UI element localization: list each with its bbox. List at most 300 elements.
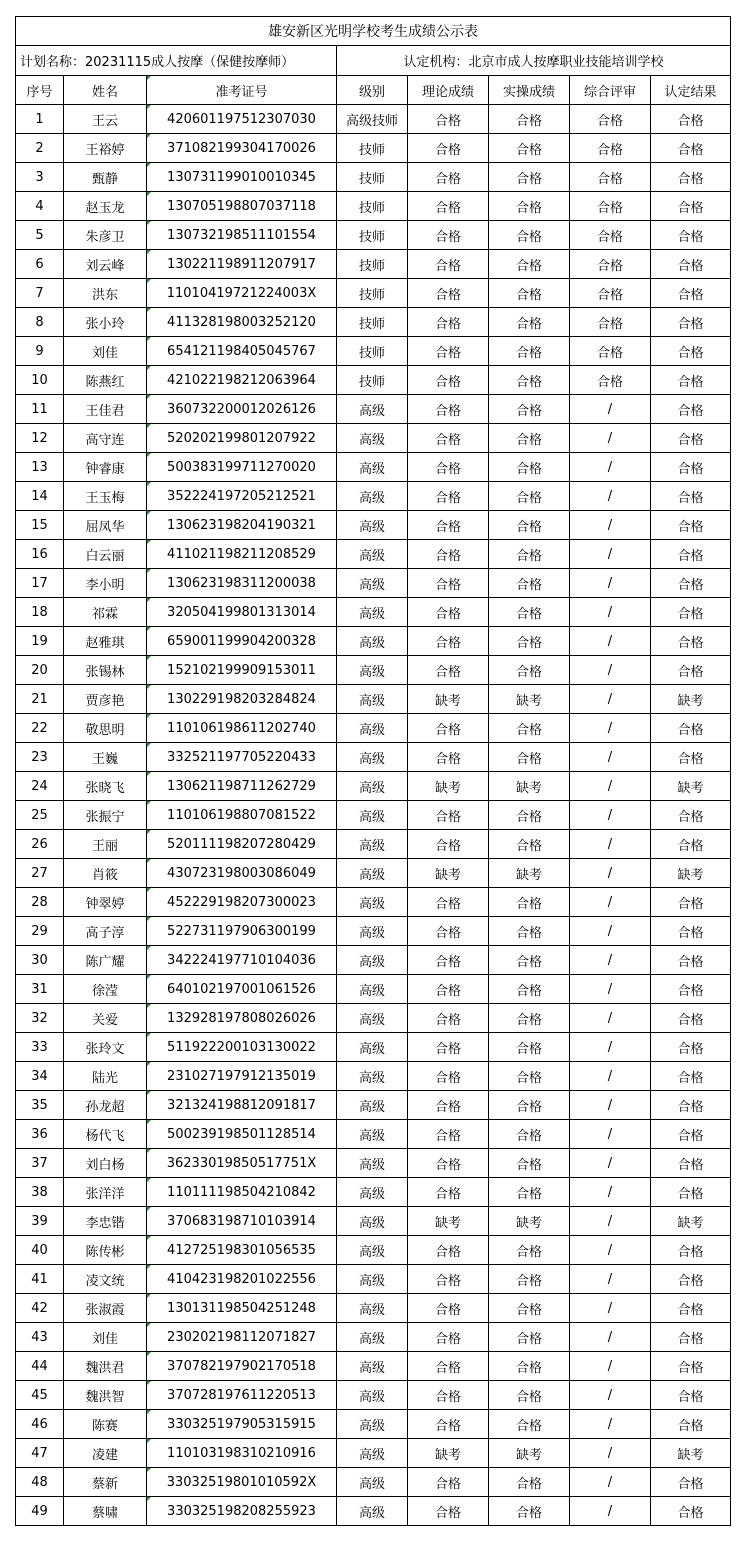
table-title: 雄安新区光明学校考生成绩公示表 (16, 17, 731, 46)
table-row (16, 1178, 731, 1207)
cell-level: 高级 (337, 946, 408, 975)
cell-review: 合格 (570, 221, 651, 250)
table-row (16, 830, 731, 859)
cell-result: 合格 (651, 192, 731, 221)
cell-name: 敬思明 (64, 714, 147, 743)
table-row (16, 1323, 731, 1352)
cell-practical: 合格 (489, 134, 570, 163)
cell-review: / (570, 685, 651, 714)
cell-name: 屈凤华 (64, 511, 147, 540)
cell-theory: 合格 (408, 1352, 489, 1381)
cell-level: 高级 (337, 888, 408, 917)
cell-level: 技师 (337, 308, 408, 337)
cell-practical: 合格 (489, 830, 570, 859)
cell-name: 李忠锴 (64, 1207, 147, 1236)
cell-theory: 缺考 (408, 1207, 489, 1236)
cell-result: 合格 (651, 830, 731, 859)
cell-review: / (570, 482, 651, 511)
cell-theory: 缺考 (408, 772, 489, 801)
cell-level: 高级 (337, 424, 408, 453)
cell-level: 技师 (337, 163, 408, 192)
cell-name: 王云 (64, 105, 147, 134)
cell-review: 合格 (570, 163, 651, 192)
cell-practical: 合格 (489, 1265, 570, 1294)
cell-level: 技师 (337, 192, 408, 221)
cell-index: 40 (16, 1236, 64, 1265)
cell-name: 刘佳 (64, 1323, 147, 1352)
cell-name: 朱彦卫 (64, 221, 147, 250)
cell-practical: 合格 (489, 482, 570, 511)
cell-name: 王裕婷 (64, 134, 147, 163)
cell-theory: 合格 (408, 946, 489, 975)
cell-review: / (570, 975, 651, 1004)
cell-result: 合格 (651, 1265, 731, 1294)
header-theory: 理论成绩 (408, 76, 489, 105)
cell-practical: 合格 (489, 1033, 570, 1062)
cell-index: 3 (16, 163, 64, 192)
header-level: 级别 (337, 76, 408, 105)
cell-result: 合格 (651, 337, 731, 366)
cell-theory: 合格 (408, 1410, 489, 1439)
cell-practical: 合格 (489, 888, 570, 917)
cell-exam-id: 411328198003252120 (147, 308, 337, 337)
cell-name: 孙龙超 (64, 1091, 147, 1120)
cell-level: 高级 (337, 511, 408, 540)
cell-index: 7 (16, 279, 64, 308)
cell-review: / (570, 1497, 651, 1526)
cell-practical: 缺考 (489, 1439, 570, 1468)
cell-theory: 合格 (408, 395, 489, 424)
cell-practical: 合格 (489, 1004, 570, 1033)
cell-result: 合格 (651, 1468, 731, 1497)
cell-review: / (570, 1091, 651, 1120)
cell-name: 赵雅琪 (64, 627, 147, 656)
table-row (16, 482, 731, 511)
cell-name: 魏洪智 (64, 1381, 147, 1410)
cell-review: / (570, 1207, 651, 1236)
table-row (16, 569, 731, 598)
cell-theory: 合格 (408, 1091, 489, 1120)
cell-level: 高级 (337, 772, 408, 801)
cell-exam-id: 371082199304170026 (147, 134, 337, 163)
cell-theory: 缺考 (408, 685, 489, 714)
cell-name: 甄静 (64, 163, 147, 192)
cell-practical: 缺考 (489, 772, 570, 801)
table-row (16, 1062, 731, 1091)
cell-practical: 合格 (489, 540, 570, 569)
table-row (16, 598, 731, 627)
cell-name: 凌文统 (64, 1265, 147, 1294)
cell-review: / (570, 1062, 651, 1091)
cell-review: 合格 (570, 366, 651, 395)
cell-index: 23 (16, 743, 64, 772)
cell-result: 合格 (651, 250, 731, 279)
cell-theory: 合格 (408, 627, 489, 656)
cell-exam-id: 352224197205212521 (147, 482, 337, 511)
table-row (16, 1497, 731, 1526)
cell-result: 缺考 (651, 1207, 731, 1236)
cell-name: 张玲文 (64, 1033, 147, 1062)
cell-result: 缺考 (651, 685, 731, 714)
cell-practical: 合格 (489, 627, 570, 656)
cell-review: / (570, 1439, 651, 1468)
cell-practical: 合格 (489, 1178, 570, 1207)
table-row (16, 714, 731, 743)
cell-exam-id: 511922200103130022 (147, 1033, 337, 1062)
cell-exam-id: 130229198203284824 (147, 685, 337, 714)
cell-practical: 合格 (489, 1497, 570, 1526)
cell-theory: 合格 (408, 743, 489, 772)
cell-result: 合格 (651, 1410, 731, 1439)
cell-index: 39 (16, 1207, 64, 1236)
cell-practical: 合格 (489, 598, 570, 627)
cell-practical: 合格 (489, 424, 570, 453)
cell-name: 蔡新 (64, 1468, 147, 1497)
cell-practical: 合格 (489, 917, 570, 946)
cell-practical: 合格 (489, 1149, 570, 1178)
cell-result: 合格 (651, 221, 731, 250)
cell-exam-id: 110106198807081522 (147, 801, 337, 830)
cell-practical: 合格 (489, 946, 570, 975)
cell-theory: 合格 (408, 1497, 489, 1526)
cell-exam-id: 152102199909153011 (147, 656, 337, 685)
cell-index: 25 (16, 801, 64, 830)
cell-practical: 缺考 (489, 859, 570, 888)
cell-result: 缺考 (651, 859, 731, 888)
cell-name: 张晓飞 (64, 772, 147, 801)
cell-index: 20 (16, 656, 64, 685)
cell-review: / (570, 888, 651, 917)
cell-index: 35 (16, 1091, 64, 1120)
cell-level: 高级 (337, 917, 408, 946)
cell-theory: 合格 (408, 482, 489, 511)
cell-result: 合格 (651, 656, 731, 685)
table-row (16, 685, 731, 714)
cell-theory: 合格 (408, 221, 489, 250)
cell-name: 张洋洋 (64, 1178, 147, 1207)
cell-review: / (570, 627, 651, 656)
cell-theory: 合格 (408, 453, 489, 482)
cell-index: 33 (16, 1033, 64, 1062)
header-review: 综合评审 (570, 76, 651, 105)
cell-level: 高级 (337, 1265, 408, 1294)
table-row (16, 163, 731, 192)
cell-result: 合格 (651, 1323, 731, 1352)
cell-name: 刘佳 (64, 337, 147, 366)
cell-exam-id: 640102197001061526 (147, 975, 337, 1004)
cell-level: 高级 (337, 830, 408, 859)
cell-theory: 合格 (408, 105, 489, 134)
cell-theory: 合格 (408, 598, 489, 627)
cell-exam-id: 130732198511101554 (147, 221, 337, 250)
cell-result: 合格 (651, 366, 731, 395)
table-row (16, 395, 731, 424)
cell-index: 1 (16, 105, 64, 134)
cell-index: 19 (16, 627, 64, 656)
cell-result: 合格 (651, 1352, 731, 1381)
cell-index: 42 (16, 1294, 64, 1323)
cell-exam-id: 321324198812091817 (147, 1091, 337, 1120)
cell-index: 31 (16, 975, 64, 1004)
cell-review: / (570, 395, 651, 424)
cell-review: 合格 (570, 134, 651, 163)
cell-name: 张小玲 (64, 308, 147, 337)
plan-name: 计划名称：20231115成人按摩（保健按摩师） (16, 46, 337, 76)
cell-level: 高级 (337, 1149, 408, 1178)
cell-practical: 合格 (489, 511, 570, 540)
cell-index: 41 (16, 1265, 64, 1294)
cell-review: / (570, 917, 651, 946)
cell-exam-id: 33032519801010592X (147, 1468, 337, 1497)
cell-level: 技师 (337, 250, 408, 279)
cell-theory: 合格 (408, 134, 489, 163)
cell-review: / (570, 1149, 651, 1178)
cell-exam-id: 420601197512307030 (147, 105, 337, 134)
cell-result: 合格 (651, 134, 731, 163)
table-row (16, 946, 731, 975)
cell-review: / (570, 598, 651, 627)
cell-practical: 合格 (489, 1381, 570, 1410)
cell-exam-id: 452229198207300023 (147, 888, 337, 917)
cell-practical: 合格 (489, 569, 570, 598)
cell-review: / (570, 424, 651, 453)
cell-index: 5 (16, 221, 64, 250)
cell-theory: 合格 (408, 1178, 489, 1207)
cell-name: 钟睿康 (64, 453, 147, 482)
cell-name: 王丽 (64, 830, 147, 859)
cell-exam-id: 330325198208255923 (147, 1497, 337, 1526)
cell-name: 钟翠婷 (64, 888, 147, 917)
cell-review: / (570, 830, 651, 859)
cell-theory: 合格 (408, 192, 489, 221)
cell-exam-id: 659001199904200328 (147, 627, 337, 656)
cell-exam-id: 520111198207280429 (147, 830, 337, 859)
table-row (16, 888, 731, 917)
cell-theory: 合格 (408, 801, 489, 830)
cell-name: 徐滢 (64, 975, 147, 1004)
cell-level: 高级 (337, 1236, 408, 1265)
cell-result: 合格 (651, 888, 731, 917)
cell-index: 16 (16, 540, 64, 569)
table-row (16, 801, 731, 830)
cell-name: 王玉梅 (64, 482, 147, 511)
cell-level: 技师 (337, 279, 408, 308)
cell-review: / (570, 1410, 651, 1439)
table-row (16, 1265, 731, 1294)
cell-index: 36 (16, 1120, 64, 1149)
cell-exam-id: 130623198311200038 (147, 569, 337, 598)
cell-practical: 合格 (489, 192, 570, 221)
table-row (16, 1033, 731, 1062)
cell-level: 高级 (337, 1033, 408, 1062)
cell-review: / (570, 1004, 651, 1033)
cell-practical: 合格 (489, 743, 570, 772)
cell-index: 21 (16, 685, 64, 714)
cell-result: 合格 (651, 1120, 731, 1149)
cell-result: 合格 (651, 917, 731, 946)
cell-exam-id: 110103198310210916 (147, 1439, 337, 1468)
cell-result: 合格 (651, 482, 731, 511)
cell-name: 陈传彬 (64, 1236, 147, 1265)
cell-index: 11 (16, 395, 64, 424)
cell-theory: 合格 (408, 1294, 489, 1323)
cell-name: 王佳君 (64, 395, 147, 424)
cell-exam-id: 130621198711262729 (147, 772, 337, 801)
cell-exam-id: 430723198003086049 (147, 859, 337, 888)
cell-index: 44 (16, 1352, 64, 1381)
table-row (16, 511, 731, 540)
cell-practical: 合格 (489, 1062, 570, 1091)
cell-practical: 缺考 (489, 685, 570, 714)
cell-exam-id: 412725198301056535 (147, 1236, 337, 1265)
cell-level: 高级 (337, 685, 408, 714)
cell-theory: 合格 (408, 1236, 489, 1265)
cell-theory: 合格 (408, 888, 489, 917)
cell-theory: 合格 (408, 1323, 489, 1352)
table-row (16, 975, 731, 1004)
table-row (16, 1236, 731, 1265)
cell-level: 高级 (337, 1091, 408, 1120)
cell-index: 26 (16, 830, 64, 859)
cell-theory: 合格 (408, 569, 489, 598)
cell-index: 13 (16, 453, 64, 482)
cell-exam-id: 370683198710103914 (147, 1207, 337, 1236)
table-row (16, 1294, 731, 1323)
table-row (16, 1091, 731, 1120)
header-result: 认定结果 (651, 76, 731, 105)
cell-index: 9 (16, 337, 64, 366)
cell-level: 高级 (337, 1468, 408, 1497)
cell-review: 合格 (570, 192, 651, 221)
cell-index: 27 (16, 859, 64, 888)
cell-result: 合格 (651, 569, 731, 598)
cell-practical: 合格 (489, 221, 570, 250)
cell-name: 陆光 (64, 1062, 147, 1091)
cell-name: 陈广耀 (64, 946, 147, 975)
cell-name: 凌建 (64, 1439, 147, 1468)
cell-level: 高级 (337, 482, 408, 511)
cell-result: 合格 (651, 540, 731, 569)
cell-result: 合格 (651, 627, 731, 656)
cell-level: 高级 (337, 1062, 408, 1091)
cell-exam-id: 130705198807037118 (147, 192, 337, 221)
cell-review: / (570, 1323, 651, 1352)
cell-exam-id: 231027197912135019 (147, 1062, 337, 1091)
cell-result: 合格 (651, 598, 731, 627)
header-practical: 实操成绩 (489, 76, 570, 105)
cell-level: 高级 (337, 1323, 408, 1352)
cell-index: 6 (16, 250, 64, 279)
cell-practical: 合格 (489, 1410, 570, 1439)
table-row (16, 1468, 731, 1497)
cell-name: 王巍 (64, 743, 147, 772)
table-row (16, 337, 731, 366)
cell-practical: 合格 (489, 163, 570, 192)
cell-level: 高级 (337, 743, 408, 772)
cell-theory: 合格 (408, 511, 489, 540)
cell-index: 38 (16, 1178, 64, 1207)
cell-index: 45 (16, 1381, 64, 1410)
cell-level: 高级技师 (337, 105, 408, 134)
cell-level: 高级 (337, 1207, 408, 1236)
cell-name: 张振宁 (64, 801, 147, 830)
table-row (16, 540, 731, 569)
cell-name: 赵玉龙 (64, 192, 147, 221)
cell-theory: 合格 (408, 917, 489, 946)
table-row (16, 917, 731, 946)
cell-exam-id: 36233019850517751X (147, 1149, 337, 1178)
cell-exam-id: 370782197902170518 (147, 1352, 337, 1381)
cell-result: 合格 (651, 801, 731, 830)
cell-index: 28 (16, 888, 64, 917)
cell-review: / (570, 1381, 651, 1410)
table-row (16, 105, 731, 134)
cell-theory: 合格 (408, 163, 489, 192)
cell-review: / (570, 801, 651, 830)
cell-name: 刘云峰 (64, 250, 147, 279)
cell-practical: 合格 (489, 453, 570, 482)
cell-level: 高级 (337, 714, 408, 743)
cell-practical: 合格 (489, 1236, 570, 1265)
cell-exam-id: 411021198211208529 (147, 540, 337, 569)
cell-result: 合格 (651, 1497, 731, 1526)
cell-level: 高级 (337, 569, 408, 598)
cell-level: 高级 (337, 598, 408, 627)
cell-exam-id: 342224197710104036 (147, 946, 337, 975)
cell-result: 合格 (651, 1149, 731, 1178)
cell-level: 高级 (337, 975, 408, 1004)
header-row (16, 76, 731, 105)
cell-review: / (570, 1265, 651, 1294)
table-row (16, 1352, 731, 1381)
table-row (16, 250, 731, 279)
cell-result: 缺考 (651, 772, 731, 801)
cell-index: 47 (16, 1439, 64, 1468)
cell-result: 合格 (651, 308, 731, 337)
table-row (16, 453, 731, 482)
cell-review: / (570, 511, 651, 540)
cell-exam-id: 230202198112071827 (147, 1323, 337, 1352)
cell-index: 29 (16, 917, 64, 946)
cell-name: 张淑霞 (64, 1294, 147, 1323)
cell-practical: 合格 (489, 714, 570, 743)
cell-level: 高级 (337, 1497, 408, 1526)
cell-practical: 合格 (489, 279, 570, 308)
cell-practical: 合格 (489, 366, 570, 395)
cell-name: 李小明 (64, 569, 147, 598)
cell-theory: 合格 (408, 1265, 489, 1294)
cell-review: 合格 (570, 337, 651, 366)
table-row (16, 1004, 731, 1033)
cell-index: 32 (16, 1004, 64, 1033)
cell-review: / (570, 1352, 651, 1381)
cell-practical: 合格 (489, 1294, 570, 1323)
cell-index: 10 (16, 366, 64, 395)
cell-level: 技师 (337, 221, 408, 250)
cell-result: 缺考 (651, 1439, 731, 1468)
cell-review: / (570, 743, 651, 772)
cell-practical: 合格 (489, 975, 570, 1004)
cell-index: 37 (16, 1149, 64, 1178)
cell-theory: 缺考 (408, 1439, 489, 1468)
cell-theory: 合格 (408, 337, 489, 366)
cell-level: 高级 (337, 540, 408, 569)
cell-result: 合格 (651, 1091, 731, 1120)
header-index: 序号 (16, 76, 64, 105)
cell-theory: 合格 (408, 975, 489, 1004)
table-row (16, 859, 731, 888)
cell-index: 46 (16, 1410, 64, 1439)
